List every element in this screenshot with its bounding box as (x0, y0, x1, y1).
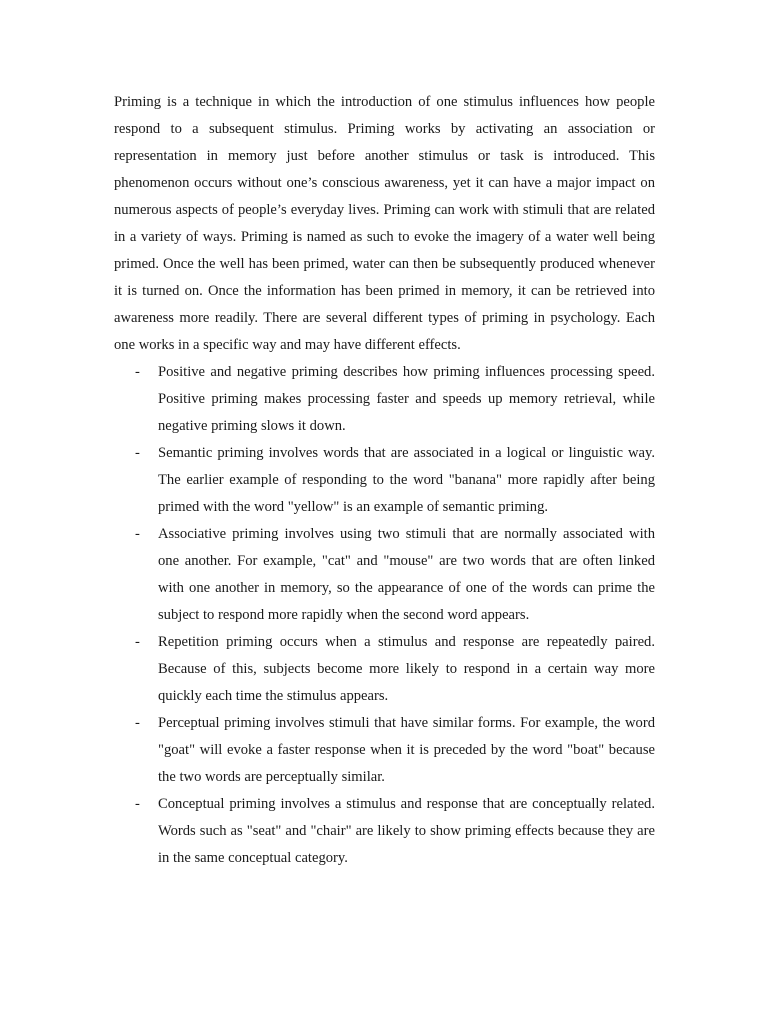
list-item (114, 791, 655, 872)
priming-types-list (114, 359, 655, 872)
list-item (114, 710, 655, 791)
list-item (114, 629, 655, 710)
list-item (114, 440, 655, 521)
bullet-dash: - (135, 364, 140, 380)
bullet-dash: - (135, 445, 140, 461)
list-item-text: Semantic priming involves words that are associated in a logical or linguistic way. The earlier example of responding to the word "banana" more rapidly after being primed with the word "yellow" is an example of semantic priming. (158, 445, 655, 515)
bullet-dash: - (135, 796, 140, 812)
bullet-dash: - (135, 715, 140, 731)
list-item-text: Positive and negative priming describes how priming influences processing speed. Positive priming makes processing faster and speeds up memory retrieval, while negative priming slows it down. (158, 364, 655, 434)
list-item (114, 359, 655, 440)
list-item-text: Conceptual priming involves a stimulus and response that are conceptually related. Words such as "seat" and "chair" are likely to show priming effects because they are in the same conceptual category. (158, 796, 655, 866)
list-item-text: Perceptual priming involves stimuli that have similar forms. For example, the word "goat" will evoke a faster response when it is preceded by the word "boat" because the two words are perceptually similar. (158, 715, 655, 785)
list-item-text: Repetition priming occurs when a stimulus and response are repeatedly paired. Because of this, subjects become more likely to respond in a certain way more quickly each time the stimulus appears. (158, 634, 655, 704)
list-item (114, 521, 655, 629)
intro-paragraph: Priming is a technique in which the introduction of one stimulus influences how people respond to a subsequent stimulus. Priming works by activating an association or representation in memory just before another stimulus or task is introduced. This phenomenon occurs without one’s conscious awareness, yet it can have a major impact on numerous aspects of people’s everyday lives. Priming can work with stimuli that are related in a variety of ways. Priming is named as such to evoke the imagery of a water well being primed. Once the well has been primed, water can then be subsequently produced whenever it is turned on. Once the information has been primed in memory, it can be retrieved into awareness more readily. There are several different types of priming in psychology. Each one works in a specific way and may have different effects. (114, 94, 655, 353)
list-item-text: Associative priming involves using two stimuli that are normally associated with one another. For example, "cat" and "mouse" are two words that are often linked with one another in memory, so the appearance of one of the words can prime the subject to respond more rapidly when the second word appears. (158, 526, 655, 623)
bullet-dash: - (135, 526, 140, 542)
document-body (114, 89, 655, 872)
bullet-dash: - (135, 634, 140, 650)
